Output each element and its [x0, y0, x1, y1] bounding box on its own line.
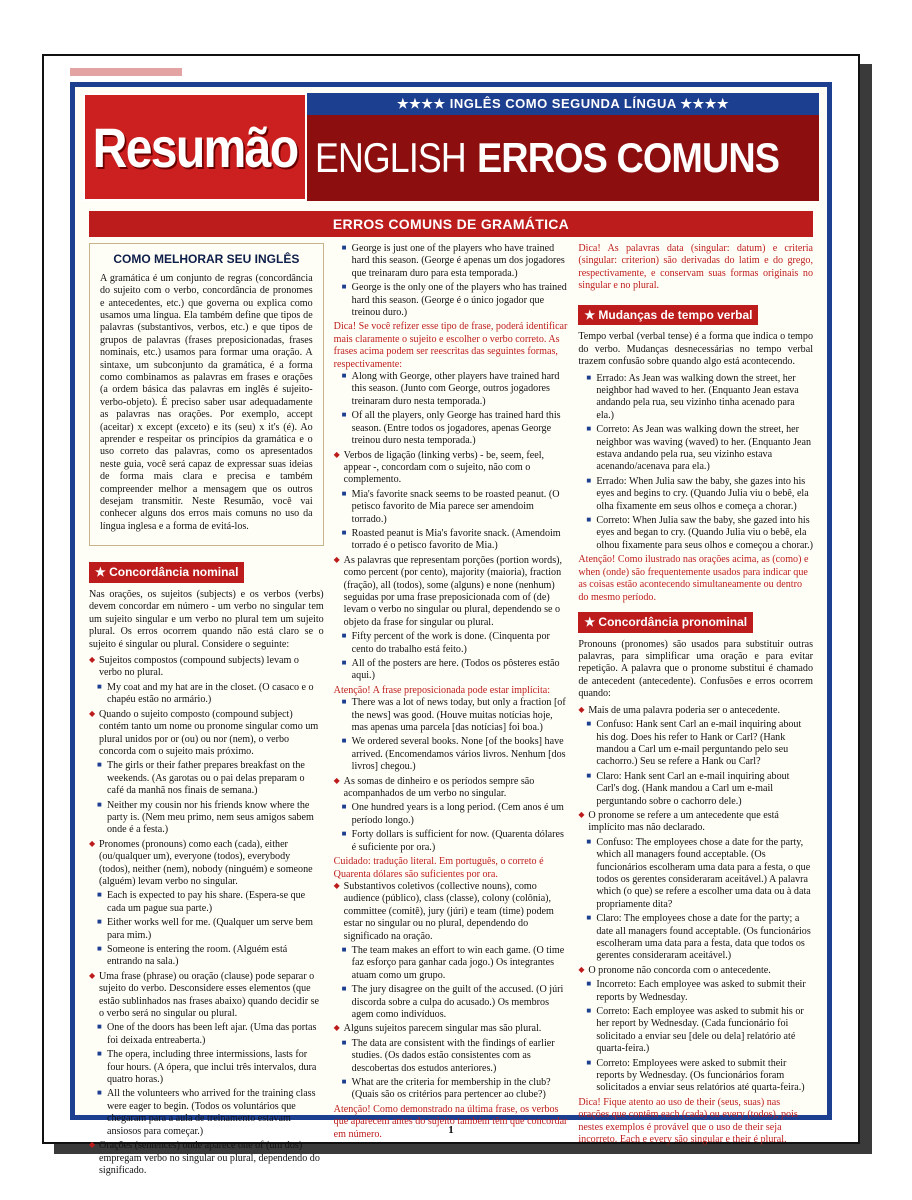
brand-logo: [83, 93, 307, 201]
example-item: ■ One of the doors has been left ajar. (Uma das portas foi deixada entreaberta.): [89, 1022, 324, 1047]
header: [83, 93, 819, 201]
series-strip: ★★★★ INGLÊS COMO SEGUNDA LÍNGUA ★★★★: [307, 93, 819, 115]
example-item: ■ There was a lot of news today, but only a fraction [of the news] was good. (Houve muitas notícias hoje, mas apenas uma parcela [das notícias] foi boa.): [334, 697, 569, 734]
reference-sheet: [42, 54, 860, 1176]
column-3: [578, 243, 814, 1146]
example-item: ■ Each is expected to pay his share. (Espera-se que cada um pague sua parte.): [89, 890, 324, 915]
example-item: ■ The jury disagree on the guilt of the accused. (O júri discorda sobre a culpa do acusado.) Os membros agem como indivíduos.: [334, 984, 569, 1021]
example-item: ■ Fifty percent of the work is done. (Cinquenta por cento do trabalho está feito.): [334, 631, 569, 656]
example-item: ■ The team makes an effort to win each game. (O time faz esforço para ganhar cada jogo.) Os integrantes atuam como um grupo.: [334, 945, 569, 982]
content-frame: [70, 82, 832, 1176]
example-item: ■ My coat and my hat are in the closet. (O casaco e o chapéu estão no armário.): [89, 682, 324, 707]
bullet-item: ◆ As palavras que representam porções (portion words), como percent (por cento), majority (maioria), fraction (fração), all (todos), some (alguns) e none (nenhum) seguidas por uma frase preposicionada com of (de) levam o verbo no singular ou plural, dependendo se o objeto da frase for singular ou plural.: [334, 555, 569, 629]
note-item: Atenção! A frase preposicionada pode estar implícita:: [333, 684, 551, 696]
note-item: Dica! Fique atento ao uso de their (seus, suas) nas orações que contêm each (cada) ou every (todos), pois nestes exemplos é provável que o uso de their seja incorreto. Each e every são singular e their é plural.: [578, 1096, 798, 1146]
example-item: ■ The data are consistent with the findings of earlier studies. (Os dados estão consistentes com as descobertas dos estudos anteriores.): [334, 1038, 569, 1075]
example-item: ■ Confuso: The employees chose a date for the party, which all managers found acceptable. (Os funcionários escolheram uma data para a festa, o que todos os gerentes consideraram aceitável.) A palavra which (o que) se refere a escolher uma data ou à data propriamente dita?: [578, 837, 813, 911]
bullet-item: ◆ Quando o sujeito composto (compound subject) contém tanto um nome ou pronome singular como um plural unidos por or (ou) ou nor (nem), o verbo concorda com o sujeito mais próximo.: [89, 709, 324, 759]
bullet-item: ◆ Uma frase (phrase) ou oração (clause) pode separar o sujeito do verbo. Desconsidere esses elementos (que estão sublinhados nas frases abaixo) quando decidir se o verbo será no singular ou plural.: [89, 971, 324, 1021]
example-item: ■ One hundred years is a long period. (Cem anos é um período longo.): [334, 802, 569, 827]
bullet-item: ◆ As somas de dinheiro e os períodos sempre são acompanhados de um verbo no singular.: [334, 776, 569, 801]
pronoun-list: [578, 705, 813, 1147]
example-item: ■ Correto: Employees were asked to submit their reports by Wednesday. (Os funcionários foram solicitados a enviar seus relatórios até quarta-feira.): [578, 1058, 813, 1095]
title-bar: [307, 115, 819, 201]
example-item: ■ We ordered several books. None [of the books] have arrived. (Encomendamos vários livros. Nenhum [dos livros] chegou.): [334, 736, 569, 773]
brand-text: Resumão: [92, 115, 298, 179]
subheading-pronominal: ★ Concordância pronominal: [578, 612, 753, 633]
example-item: ■ Correto: Each employee was asked to submit his or her report by Wednesday. (Cada funcionário foi solicitado a enviar seu [dele ou dela] relatório até quarta-feira.): [578, 1006, 813, 1056]
bullet-item: ◆ Orações (sentences) onde aparece one of (um dos) empregam verbo no singular ou plural, dependendo do significado.: [89, 1140, 324, 1177]
box-text: A gramática é um conjunto de regras (concordância do sujeito com o verbo, concordância de pronomes e antecedentes, etc.) que governa ou explica como usamos uma língua. Ela também define que tipos de palavras (substantivos, verbos, etc.) e que tipos de grupos de palavras (frases preposicionadas, frases nominais, etc.) usamos para formar uma oração. A sintaxe, um subconjunto da gramática, é a forma como combinamos as palavras em frases e orações (a ordem básica das palavras em inglês é sujeito-verbo-objeto). É preciso saber usar adequadamente as palavras nas orações. Por exemplo, accept (aceitar) x except (exceto) e its (seu) x it's (é). Ao aprender e respeitar os princípios da gramática e o uso correto das palavras, como os apresentados neste guia, você será capaz de expressar suas ideias de forma mais clara e precisa e também compreender melhor a mensagem que os outros desejam transmitir. Neste Resumão, você vai conhecer alguns dos erros mais comuns no uso da língua inglesa e a forma de evitá-los.: [100, 272, 313, 532]
example-item: ■ Incorreto: Each employee was asked to submit their reports by Wednesday.: [578, 979, 813, 1004]
example-item: ■ All of the posters are here. (Todos os pôsteres estão aqui.): [334, 658, 569, 683]
example-item: ■ Neither my cousin nor his friends know where the party is. (Nem meu primo, nem seus amigos sabem onde é a festa.): [89, 800, 324, 837]
bullet-item: ◆ Verbos de ligação (linking verbs) - be, seem, feel, appear -, concordam com o sujeito, não com o complemento.: [334, 450, 569, 487]
column-2: [333, 243, 569, 1140]
bullet-item: ◆ Substantivos coletivos (collective nouns), como audience (público), class (classe), colony (colônia), committee (comitê), jury (júri) e team (time) podem estar no singular ou no plural, dependendo do significado na oração.: [334, 881, 569, 943]
example-item: ■ The girls or their father prepares breakfast on the weekends. (As garotas ou o pai delas preparam o café da manhã nos finais de semana.): [89, 760, 324, 797]
section-title: ERROS COMUNS DE GRAMÁTICA: [89, 211, 813, 237]
example-item: ■ The opera, including three intermissions, lasts for four hours. (A ópera, que inclui três intervalos, dura quatro horas.): [89, 1049, 324, 1086]
example-item: ■ Correto: When Julia saw the baby, she gazed into his eyes and began to cry. (Quando Julia viu o bebê, ela olhou fixamente para seus olhos e começou a chorar.): [578, 515, 813, 552]
col1-list: [89, 655, 324, 1177]
bullet-item: ◆ Mais de uma palavra poderia ser o antecedente.: [578, 705, 813, 717]
col2-list: [334, 243, 569, 1141]
tip-paragraph: Dica! As palavras data (singular: datum) e criteria (singular: criterion) são derivadas do latim e do grego, respectivamente, e conservam suas formas originais no singular e no plural.: [578, 243, 814, 292]
example-item: ■ Forty dollars is sufficient for now. (Quarenta dólares é suficiente por ora.): [334, 829, 569, 854]
example-item: ■ All the volunteers who arrived for the training class were eager to begin. (Todos os voluntários que chegaram para a aula de treinamento estavam ansiosos para começar.): [89, 1088, 324, 1138]
example-item: ■ Roasted peanut is Mia's favorite snack. (Amendoim torrado é o petisco favorito de Mia.): [334, 528, 569, 553]
bullet-item: ◆ O pronome não concorda com o antecedente.: [578, 965, 813, 977]
pronoun-intro: Pronouns (pronomes) são usados para substituir outras palavras, para simplificar uma oração e para evitar repetição. A palavra que o pronome substitui é chamado de antecedent (antecedente). Confusões e erros ocorrem quando:: [578, 638, 814, 700]
columns: [89, 243, 814, 1176]
example-item: ■ Correto: As Jean was walking down the street, her neighbor was waving (waved) to her. (Enquanto Jean estava andando pela rua, seu vizinho estava acenando/acenava para ela.): [578, 424, 813, 474]
example-item: ■ Along with George, other players have trained hard this season. (Junto com George, outros jogadores treinaram duro nesta temporada.): [334, 371, 569, 408]
example-item: ■ George is the only one of the players who has trained hard this season. (George é o único jogador que treinou duro.): [334, 282, 569, 319]
example-item: ■ George is just one of the players who have trained hard this season. (George é apenas um dos jogadores que treinaram duro para esta temporada.): [334, 243, 569, 280]
box-title: COMO MELHORAR SEU INGLÊS: [113, 252, 300, 266]
bullet-item: ◆ Alguns sujeitos parecem singular mas são plural.: [334, 1023, 569, 1035]
subheading-tense: ★ Mudanças de tempo verbal: [578, 305, 758, 326]
title-right: ERROS COMUNS: [477, 134, 780, 181]
example-item: ■ What are the criteria for membership in the club? (Quais são os critérios para pertencer ao clube?): [334, 1077, 569, 1102]
note-item: Dica! Se você refizer esse tipo de frase, poderá identificar mais claramente o sujeito e escolher o verbo correto. As frases acima podem ser reescritas das seguintes formas, respectivamente:: [333, 321, 568, 370]
bullet-item: ◆ O pronome se refere a um antecedente que está implícito mas não declarado.: [578, 810, 813, 835]
intro-paragraph: Nas orações, os sujeitos (subjects) e os verbos (verbs) devem concordar em número - um verbo no singular tem um sujeito singular e um verbo no plural tem um sujeito plural. Os erros ocorrem quando não está claro se o sujeito é singular ou plural. Considere o seguinte:: [89, 589, 324, 650]
column-1: [89, 243, 324, 1176]
example-item: ■ Errado: When Julia saw the baby, she gazes into his eyes and begins to cry. (Quando Julia viu o bebê, ela olha fixamente em seus olhos e começa a chorar.): [578, 476, 813, 513]
bullet-item: ◆ Sujeitos compostos (compound subjects) levam o verbo no plural.: [89, 655, 324, 680]
note-item: Atenção! Como demonstrado na última frase, os verbos que aparecem antes do sujeito também têm que concordar em número.: [333, 1103, 568, 1140]
bullet-item: ◆ Pronomes (pronouns) como each (cada), either (ou/qualquer um), everyone (todos), everybody (todos), neither (nem), nobody (ninguém) e someone (alguém) levam verbo no singular.: [89, 839, 324, 889]
example-item: ■ Someone is entering the room. (Alguém está entrando na sala.): [89, 944, 324, 969]
tense-intro: Tempo verbal (verbal tense) é a forma que indica o tempo do verbo. Mudanças desnecessárias no tempo verbal trazem confusão sobre quando algo está acontecendo.: [578, 331, 814, 368]
example-item: ■ Errado: As Jean was walking down the street, her neighbor had waved to her. (Enquanto Jean estava andando pela rua, seu vizinho tinha acenado para ela.): [578, 373, 813, 423]
page-number: 1: [448, 1124, 454, 1136]
title-left: ENGLISH: [315, 134, 466, 181]
example-item: ■ Of all the players, only George has trained hard this season. (Entre todos os jogadores, apenas George treinou duro nesta temporada.): [334, 410, 569, 447]
note-item: Cuidado: tradução literal. Em português, o correto é Quarenta dólares são suficientes por ora.: [333, 856, 544, 880]
example-item: ■ Claro: Hank sent Carl an e-mail inquiring about Carl's dog. (Hank mandou a Carl um e-mail perguntando sobre o cachorro dele.): [578, 771, 813, 808]
corner-mark: [70, 68, 182, 76]
example-item: ■ Mia's favorite snack seems to be roasted peanut. (O petisco favorito de Mia parece ser amendoim torrado.): [334, 489, 569, 526]
example-item: ■ Claro: The employees chose a date for the party; a date all managers found acceptable. (Os funcionários escolheram uma data para a festa, data que todos os gerentes consideraram aceitável.): [578, 913, 813, 963]
tense-list: [578, 373, 813, 604]
subheading-nominal: ★ Concordância nominal: [89, 562, 244, 583]
example-item: ■ Either works well for me. (Qualquer um serve bem para mim.): [89, 917, 324, 942]
note-item: Atenção! Como ilustrado nas orações acima, as (como) e when (onde) são frequentemente usados para indicar que as coisas estão acontecendo simultaneamente ou dentro do mesmo período.: [578, 554, 809, 603]
example-item: ■ Confuso: Hank sent Carl an e-mail inquiring about his dog. Does his refer to Hank or Carl? (Hank mandou a Carl um e-mail perguntando pelo seu cachorro.) Seu se refere a Hank ou Carl?: [578, 719, 813, 769]
intro-box: [89, 243, 324, 546]
